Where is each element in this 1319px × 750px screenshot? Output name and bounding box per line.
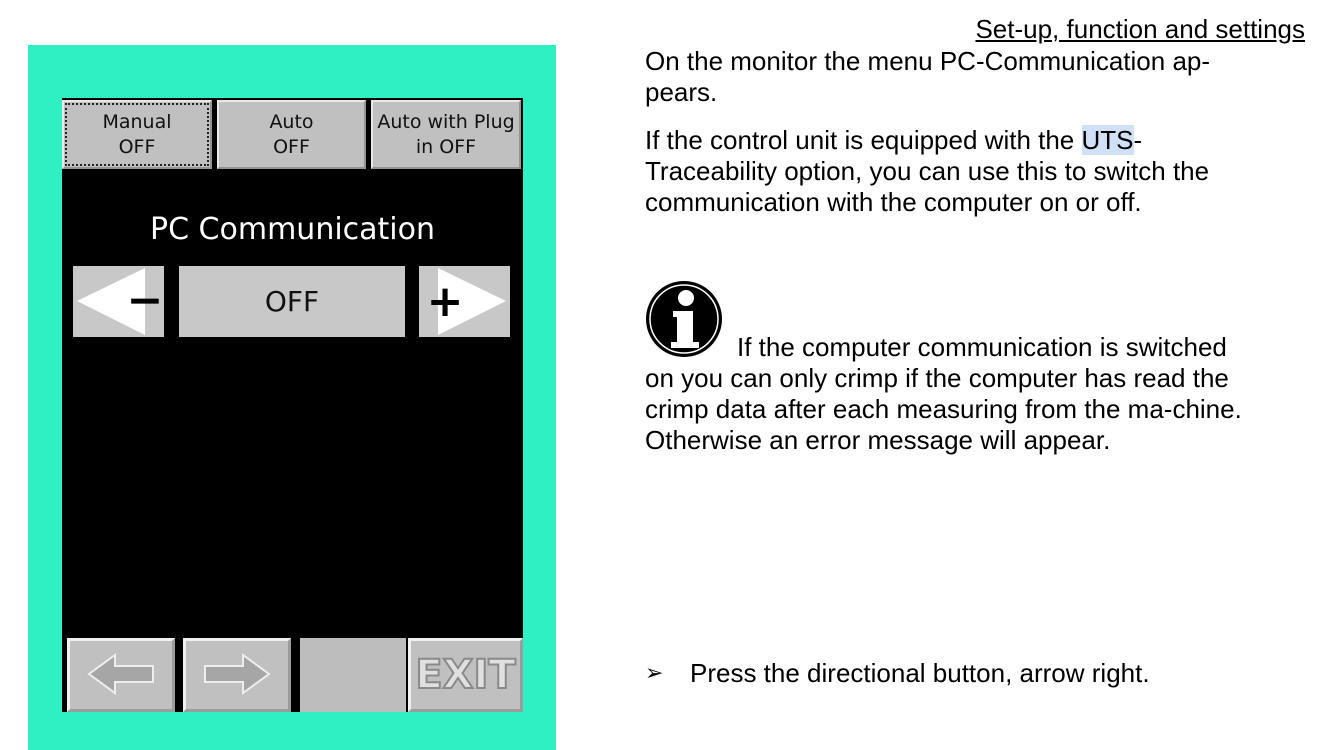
- note-first-line: If the computer communication is switched: [737, 332, 1227, 362]
- mode-manual-line1: Manual: [102, 110, 172, 133]
- bullet-arrow-icon: ➢: [645, 660, 664, 685]
- instruction-text: Press the directional button, arrow right.: [690, 658, 1150, 688]
- mode-auto-plug-line2: in OFF: [415, 135, 477, 158]
- nav-left-button[interactable]: [67, 638, 175, 712]
- pc-communication-value: OFF: [179, 266, 405, 337]
- mode-manual-button[interactable]: [62, 100, 212, 169]
- mode-manual-line2: OFF: [118, 135, 156, 158]
- mode-auto-line1: Auto: [269, 110, 314, 133]
- nav-blank-slot: [300, 638, 406, 712]
- uts-highlight: UTS: [1081, 125, 1134, 155]
- arrow-right-icon: [197, 649, 277, 699]
- control-screen: [62, 98, 523, 712]
- plus-symbol: +: [426, 276, 464, 327]
- mode-auto-line2: OFF: [273, 135, 310, 158]
- arrow-left-icon: [81, 649, 161, 699]
- minus-arrow-icon: [73, 266, 164, 337]
- plus-arrow-icon: [419, 266, 510, 337]
- decrement-button[interactable]: [73, 266, 164, 337]
- minus-symbol: −: [126, 275, 164, 326]
- paragraph-intro: On the monitor the menu PC-Communication ap-pears.: [645, 46, 1211, 107]
- document-header: Set-up, function and settings: [975, 14, 1305, 44]
- mode-auto-plug-button[interactable]: [371, 100, 521, 169]
- paragraph-uts-start: If the control unit is equipped with the: [645, 125, 1082, 155]
- info-icon: [645, 280, 723, 358]
- increment-button[interactable]: [419, 266, 510, 337]
- paragraph-uts-end: -Traceability option, you can use this to switch the communication with the computer on or off.: [645, 125, 1210, 217]
- nav-right-button[interactable]: [183, 638, 291, 712]
- screen-title: PC Communication: [149, 212, 436, 247]
- note-text: on you can only crimp if the computer has read the crimp data after each measuring from the ma-chine. Otherwise an error message will appear.: [645, 363, 1242, 455]
- exit-button[interactable]: EXIT: [408, 638, 523, 712]
- mode-auto-plug-line1: Auto with Plug: [377, 110, 515, 133]
- paragraph-uts: [645, 125, 1255, 218]
- mode-auto-button[interactable]: [217, 100, 366, 169]
